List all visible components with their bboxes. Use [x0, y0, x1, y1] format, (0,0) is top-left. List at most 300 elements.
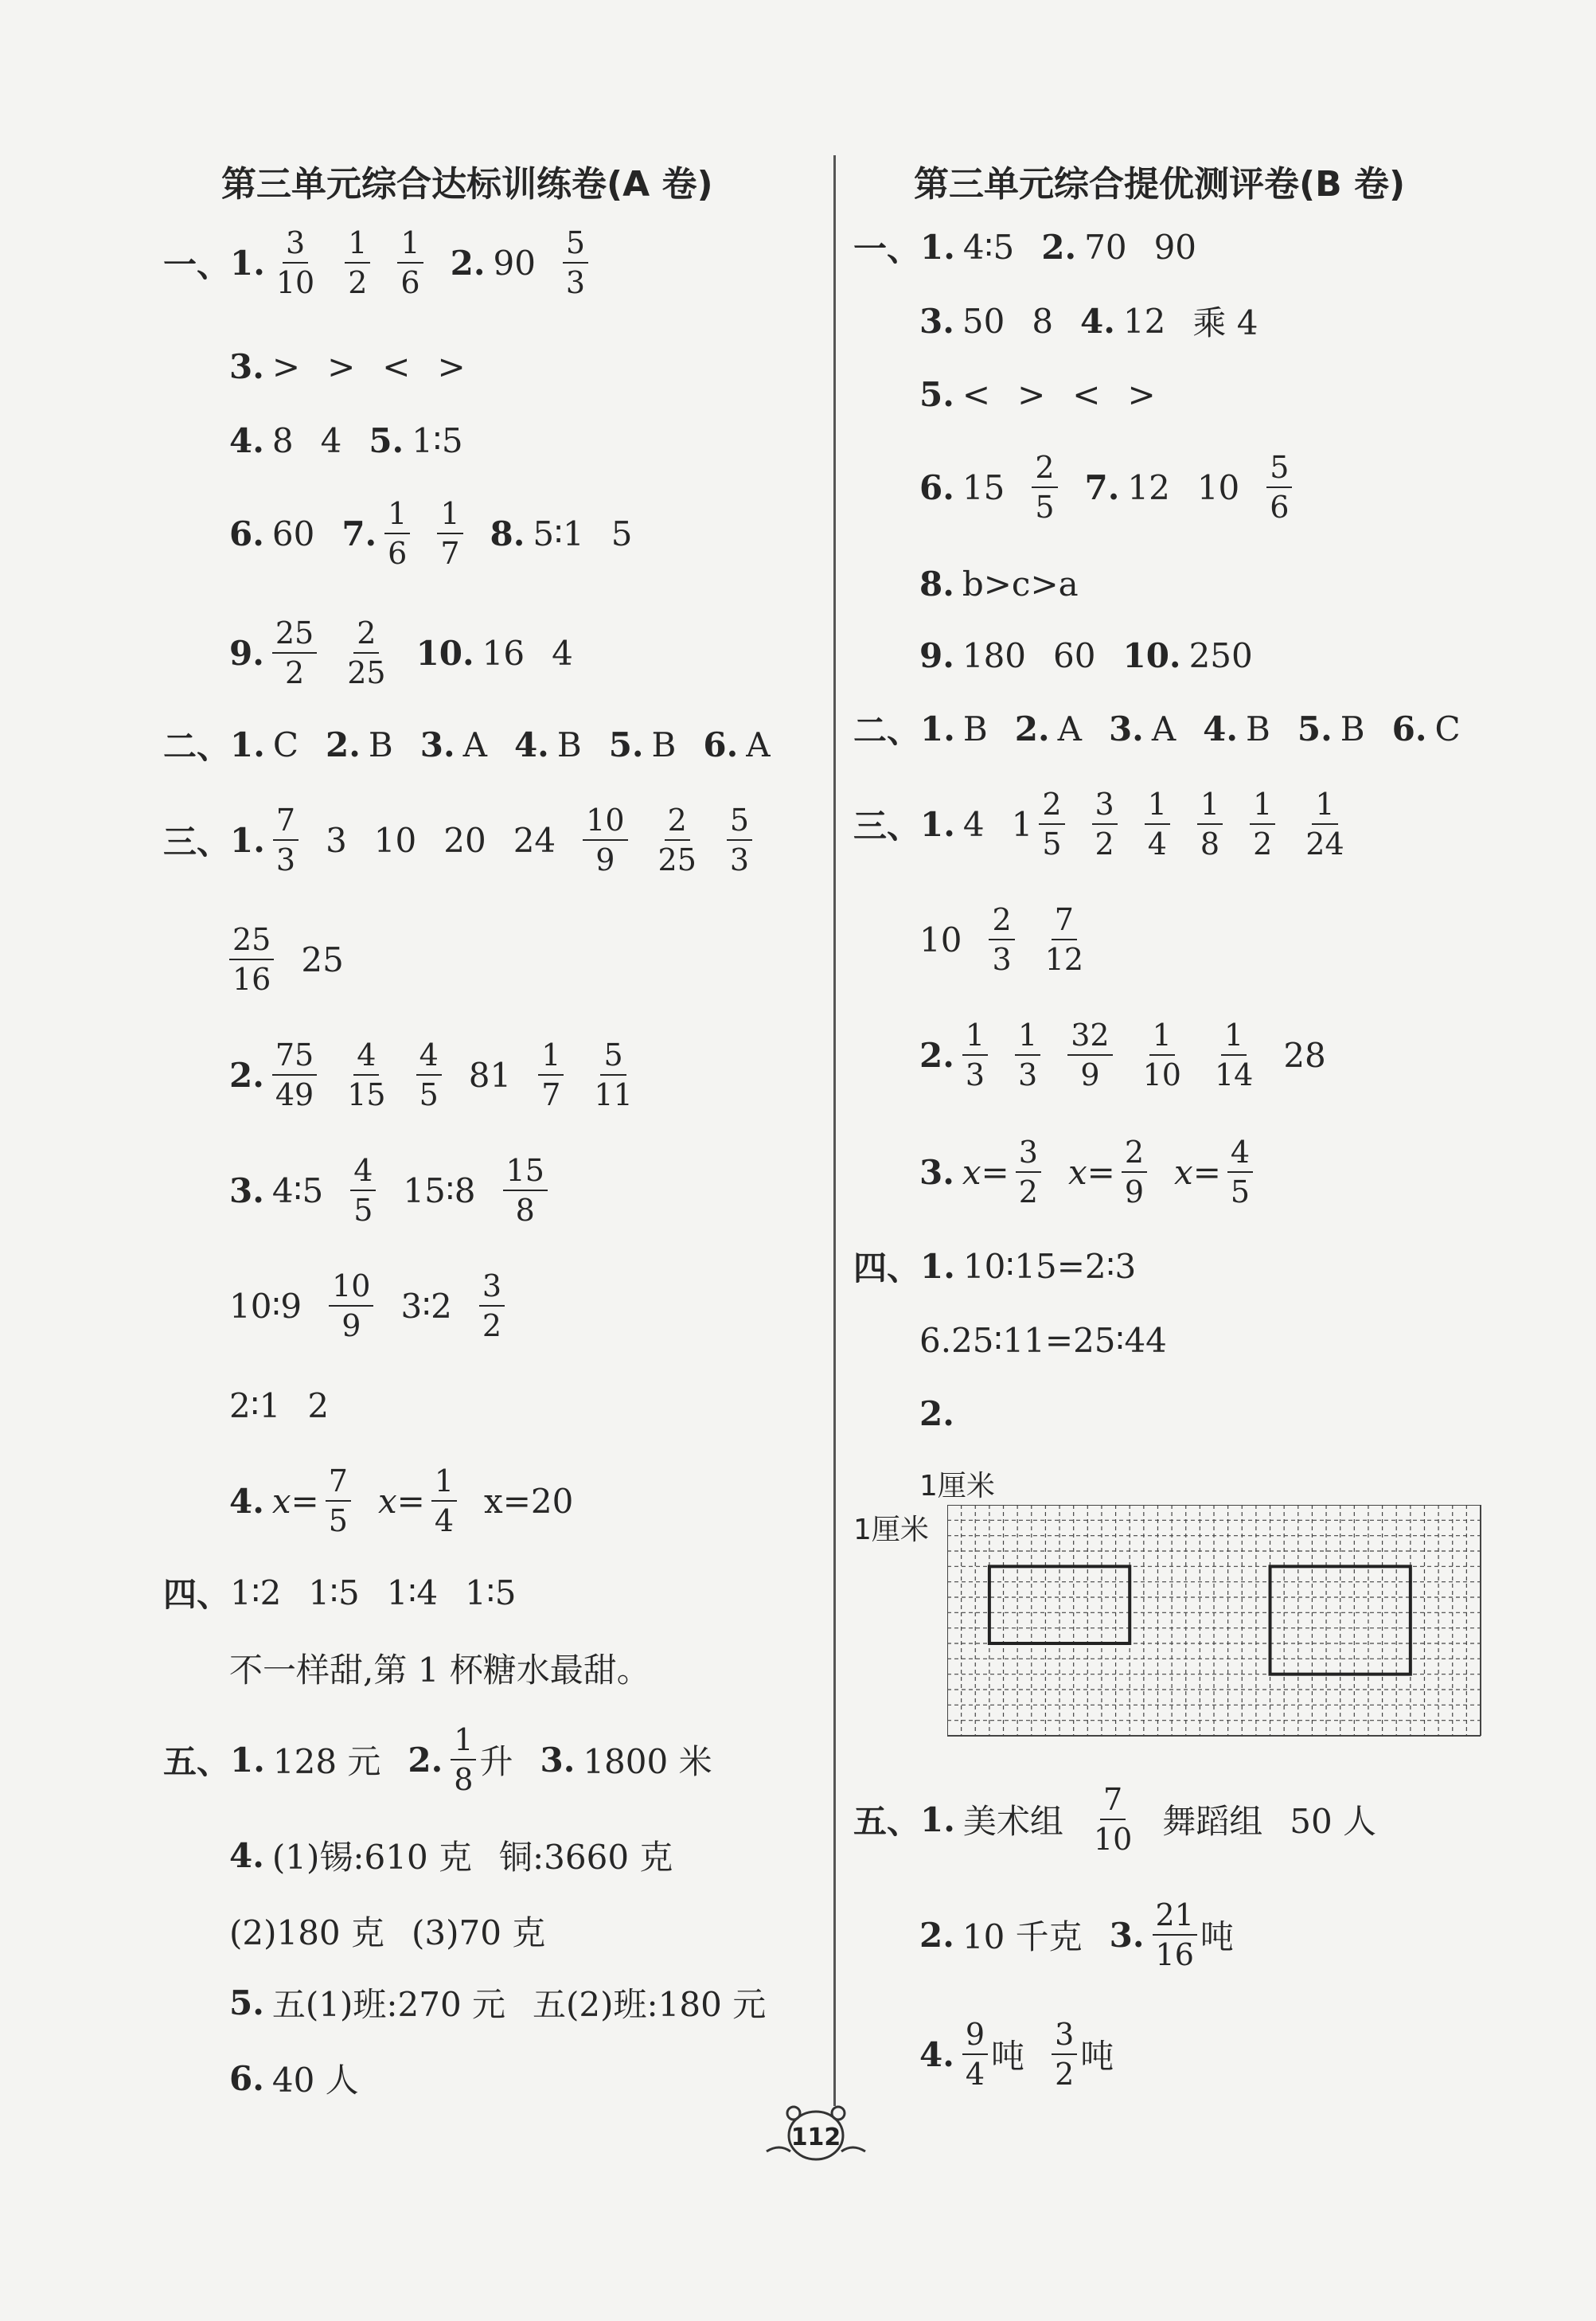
section-label: 四、	[163, 1575, 231, 1614]
right-answer-line	[919, 350, 1183, 438]
question-number: 4.	[919, 2034, 954, 2074]
fraction-numerator: 10	[583, 805, 627, 841]
fraction-numerator: 10	[329, 1271, 373, 1307]
fraction-denominator: 14	[1214, 1057, 1254, 1092]
fraction-numerator: 4	[353, 1040, 379, 1076]
answer-text: <	[962, 374, 991, 414]
right-answer-line	[919, 2010, 1141, 2098]
left-title: 第三单元综合达标训练卷(A 卷)	[221, 164, 713, 205]
section-label: 三、	[163, 823, 231, 862]
answer-text: 250	[1188, 635, 1253, 675]
left-answer-line	[163, 701, 798, 788]
left-answer-line	[229, 1362, 356, 1449]
answer-text: 28	[1283, 1035, 1326, 1075]
answer-text: 3	[326, 820, 347, 860]
answer-text: 4∶5	[962, 227, 1015, 267]
fraction	[1052, 2017, 1077, 2092]
fraction-numerator: 1	[538, 1040, 564, 1076]
answer-text: A	[746, 725, 771, 764]
section-label: 一、	[163, 245, 231, 284]
question-number: 2.	[326, 725, 361, 764]
fraction	[1212, 1020, 1256, 1090]
fraction-denominator: 25	[658, 842, 697, 877]
fraction-numerator: 5	[727, 805, 752, 841]
fraction-with-unit	[1052, 2017, 1114, 2092]
question-number: 5.	[919, 374, 954, 414]
question-number: 3.	[1108, 709, 1144, 748]
answer-text: C	[1434, 709, 1461, 748]
fraction-denominator: 11	[594, 1077, 633, 1112]
fraction-denominator: 4	[1147, 826, 1167, 862]
equation-answer	[377, 1463, 457, 1538]
answer-text: 4	[552, 633, 573, 673]
fraction	[1266, 450, 1292, 525]
answer-text: 90	[1153, 227, 1197, 267]
right-answer-line	[919, 1891, 1261, 1979]
unit-text: 吨	[991, 2037, 1025, 2076]
grid-figure	[947, 1505, 1485, 1740]
answer-text: 16	[482, 633, 525, 673]
answer-text: 8	[1032, 301, 1054, 341]
fraction-numerator: 2	[353, 618, 379, 654]
fraction	[1042, 902, 1087, 977]
answer-text: B	[556, 725, 582, 764]
question-number: 3.	[919, 301, 954, 341]
fraction-numerator: 1	[1197, 789, 1223, 825]
answer-text: 1∶4	[386, 1573, 439, 1612]
fraction-denominator: 2	[348, 265, 368, 300]
fraction-denominator: 3	[729, 842, 750, 877]
answer-text: >	[1127, 374, 1156, 414]
fraction	[1091, 1782, 1135, 1857]
question-number: 2.	[408, 1740, 443, 1780]
fraction	[479, 1268, 505, 1343]
left-answer-line	[229, 1147, 575, 1234]
fraction	[1067, 1020, 1112, 1090]
fraction-numerator: 2	[1032, 452, 1057, 488]
fraction	[344, 1037, 388, 1112]
answer-text: 1800 米	[583, 1742, 712, 1781]
fraction-denominator: 16	[232, 962, 271, 997]
page-number-badge	[760, 2102, 872, 2166]
answer-text: 1∶5	[465, 1573, 517, 1612]
fraction	[1122, 1137, 1147, 1207]
fraction-denominator: 5	[1035, 490, 1055, 525]
question-number: 3.	[919, 1152, 954, 1192]
question-number: 5.	[229, 1983, 264, 2022]
answer-text: A	[462, 725, 487, 764]
question-number: 1.	[230, 725, 265, 764]
fraction-denominator: 16	[1155, 1937, 1194, 1972]
answer-text: 4	[320, 420, 342, 460]
fraction-numerator: 5	[1266, 452, 1292, 488]
fraction-denominator: 3	[275, 842, 296, 877]
answer-text: 美术组	[962, 1802, 1063, 1841]
fraction-numerator: 3	[1092, 789, 1118, 825]
answer-text: 180	[962, 635, 1027, 675]
fraction-denominator: 12	[1044, 942, 1083, 977]
fraction-denominator: 10	[275, 265, 315, 300]
fraction-numerator: 1	[345, 228, 370, 264]
left-answer-line	[229, 609, 600, 697]
fraction-numerator: 2	[989, 905, 1014, 940]
answer-text: A	[1151, 709, 1177, 748]
fraction	[655, 805, 700, 875]
answer-text: 90	[493, 243, 536, 283]
fraction-numerator: 7	[1100, 1784, 1126, 1820]
fraction-numerator: 4	[416, 1040, 442, 1076]
fraction-numerator: 2	[1122, 1137, 1147, 1173]
fraction-denominator: 4	[965, 2057, 985, 2092]
right-answer-line	[919, 896, 1114, 983]
grid-label-left: 1厘米	[853, 1514, 929, 1546]
fraction-numerator: 25	[229, 924, 274, 960]
question-number: 4.	[1203, 709, 1239, 748]
section-label: 二、	[163, 727, 231, 766]
answer-text: 12	[1127, 467, 1170, 507]
fraction-numerator: 1	[431, 1466, 457, 1502]
answer-text: 2∶1	[229, 1385, 281, 1425]
answer-text: 10	[919, 920, 962, 959]
question-number: 2.	[1014, 709, 1050, 748]
page-number: 112	[790, 2124, 841, 2151]
question-number: 3.	[229, 346, 264, 386]
fraction-denominator: 7	[440, 536, 460, 571]
fraction-numerator: 1	[1145, 789, 1170, 825]
fraction-numerator: 1	[1015, 1020, 1040, 1056]
equation-prefix: x=	[962, 1152, 1009, 1192]
fraction-denominator: 5	[1042, 826, 1062, 862]
left-answer-line	[163, 1716, 739, 1803]
question-number: 6.	[229, 2058, 264, 2098]
fraction	[344, 615, 388, 690]
question-number: 1.	[920, 709, 955, 748]
equation-prefix: x=	[1174, 1152, 1221, 1192]
question-number: 7.	[1084, 467, 1120, 507]
fraction	[591, 1037, 635, 1112]
question-number: 9.	[229, 633, 264, 673]
fraction	[1092, 787, 1118, 862]
question-number: 2.	[450, 243, 486, 283]
answer-text: 10	[373, 820, 417, 860]
column-divider	[833, 155, 836, 2106]
mixed-number	[1011, 787, 1065, 862]
fraction-denominator: 8	[515, 1193, 535, 1228]
fraction	[1016, 1137, 1041, 1207]
left-answer-line	[163, 796, 779, 884]
fraction-denominator: 2	[284, 655, 305, 690]
right-answer-line	[853, 780, 1375, 868]
answer-text: 五(2)班:180 元	[533, 1985, 767, 2024]
question-number: 2.	[919, 1915, 954, 1955]
answer-text: >	[437, 346, 466, 386]
answer-text: 15∶8	[403, 1170, 476, 1210]
question-number: 1.	[230, 243, 265, 283]
fraction	[345, 225, 370, 300]
fraction	[962, 2017, 988, 2092]
answer-text: 5	[611, 514, 633, 553]
question-number: 8.	[919, 564, 954, 604]
question-number: 3.	[1109, 1915, 1145, 1955]
right-answer-line	[853, 685, 1488, 772]
right-answer-line	[919, 1370, 962, 1457]
answer-text: 81	[468, 1055, 512, 1095]
fraction	[1015, 1020, 1040, 1090]
question-number: 5.	[1297, 709, 1333, 748]
left-answer-line	[229, 1457, 600, 1545]
answer-text: (3)70 克	[412, 1913, 546, 1952]
unit-text: 升	[479, 1742, 513, 1781]
fraction-denominator: 7	[541, 1077, 561, 1112]
fraction-numerator: 3	[1052, 2019, 1077, 2055]
question-number: 1.	[920, 804, 955, 844]
left-answer-line	[229, 1031, 663, 1119]
fraction-denominator: 5	[419, 1077, 439, 1112]
question-number: 6.	[703, 725, 739, 764]
fraction	[989, 902, 1014, 977]
fraction	[1145, 787, 1170, 862]
equation-prefix: x=	[377, 1481, 425, 1521]
fraction-with-unit	[451, 1722, 513, 1797]
answer-text: (1)锡:610 克	[271, 1838, 473, 1877]
equation-answer	[271, 1463, 351, 1538]
answer-text: 4	[962, 804, 985, 844]
answer-text: 25	[301, 940, 344, 979]
fraction	[1032, 450, 1057, 525]
fraction	[273, 805, 299, 875]
answer-text: (2)180 克	[229, 1913, 385, 1952]
fraction-numerator: 1	[1250, 789, 1275, 825]
fraction-numerator: 25	[272, 618, 317, 654]
fraction-denominator: 6	[388, 536, 408, 571]
fraction	[563, 225, 588, 300]
fraction	[397, 225, 423, 300]
fraction-denominator: 9	[1080, 1057, 1100, 1092]
fraction	[538, 1037, 564, 1112]
fraction	[326, 1463, 351, 1538]
answer-text: 50	[962, 301, 1005, 341]
question-number: 4.	[1080, 301, 1115, 341]
fraction-denominator: 6	[400, 265, 420, 300]
fraction-numerator: 2	[1039, 789, 1064, 825]
fraction-numerator: 1	[1312, 789, 1337, 825]
right-title: 第三单元综合提优测评卷(B 卷)	[914, 164, 1406, 205]
left-answer-line	[163, 1549, 544, 1636]
section-label: 二、	[853, 711, 921, 750]
fraction-numerator: 32	[1067, 1020, 1112, 1056]
fraction-denominator: 9	[595, 842, 615, 877]
question-number: 4.	[229, 1835, 264, 1875]
question-number: 1.	[920, 227, 955, 267]
answer-text: 15	[962, 467, 1005, 507]
question-number: 2.	[229, 1055, 264, 1095]
answer-text: >	[327, 346, 356, 386]
answer-text: 五(1)班:270 元	[271, 1985, 506, 2024]
fraction	[350, 1153, 376, 1228]
fraction-denominator: 2	[482, 1308, 502, 1343]
question-number: 10.	[416, 633, 474, 673]
answer-text: 不一样甜,第 1 杯糖水最甜。	[229, 1651, 650, 1690]
question-number: 5.	[369, 420, 404, 460]
equation-answer	[962, 1137, 1041, 1207]
section-label: 五、	[853, 1802, 921, 1841]
question-number: 1.	[920, 1246, 955, 1286]
fraction-numerator: 1	[1221, 1020, 1247, 1056]
answer-text: 4∶5	[271, 1170, 324, 1210]
fraction	[1227, 1137, 1253, 1207]
fraction-numerator: 15	[503, 1155, 548, 1191]
answer-text: 24	[513, 820, 556, 860]
answer-text: x=20	[484, 1481, 574, 1521]
right-answer-line	[853, 1776, 1403, 1863]
fraction-numerator: 3	[283, 228, 308, 264]
fraction	[727, 805, 752, 875]
left-answer-line	[163, 219, 615, 307]
answer-text: B	[962, 709, 988, 748]
fraction-denominator: 5	[1230, 1174, 1251, 1209]
fraction-numerator: 75	[272, 1040, 317, 1076]
fraction	[437, 498, 462, 569]
right-answer-line	[919, 1128, 1280, 1216]
answer-text: 乘 4	[1192, 303, 1258, 342]
fraction	[451, 1722, 476, 1797]
fraction-denominator: 4	[434, 1503, 455, 1538]
question-number: 8.	[490, 514, 525, 553]
fraction-denominator: 9	[1124, 1174, 1145, 1209]
question-number: 4.	[229, 1481, 264, 1521]
fraction	[503, 1153, 548, 1228]
answer-text: 1∶5	[308, 1573, 360, 1612]
fraction-denominator: 8	[454, 1762, 474, 1797]
left-answer-line	[229, 397, 490, 484]
question-number: 1.	[230, 1740, 265, 1780]
fraction	[272, 1037, 317, 1112]
answer-text: A	[1057, 709, 1082, 748]
answer-text: 10∶9	[229, 1286, 302, 1326]
answer-text: <	[1072, 374, 1101, 414]
fraction-denominator: 10	[1142, 1057, 1181, 1092]
left-answer-line	[229, 1262, 532, 1350]
question-number: 5.	[608, 725, 644, 764]
fraction-numerator: 1	[397, 228, 423, 264]
fraction-numerator: 1	[451, 1725, 476, 1760]
answer-text: 70	[1084, 227, 1127, 267]
question-number: 4.	[229, 420, 264, 460]
fraction-denominator: 49	[275, 1077, 314, 1112]
fraction-denominator: 24	[1305, 826, 1344, 862]
fraction-numerator: 7	[273, 805, 299, 841]
answer-text: 5∶1	[533, 514, 584, 553]
left-answer-line	[229, 916, 371, 1003]
fraction	[384, 498, 410, 569]
fraction-with-unit	[1153, 1897, 1234, 1972]
question-number: 3.	[419, 725, 455, 764]
unit-text: 吨	[1080, 2037, 1114, 2076]
fraction	[273, 225, 318, 300]
fraction	[583, 805, 627, 875]
answer-text: 3∶2	[400, 1286, 452, 1326]
question-number: 3.	[229, 1170, 264, 1210]
equation-answer	[1174, 1137, 1253, 1207]
fraction-numerator: 4	[350, 1155, 376, 1191]
answer-text: 60	[1053, 635, 1096, 675]
fraction	[329, 1268, 373, 1343]
fraction-numerator: 7	[1052, 905, 1077, 940]
fraction-numerator: 5	[600, 1040, 626, 1076]
question-number: 6.	[919, 467, 954, 507]
answer-text: 128 元	[272, 1742, 381, 1781]
section-label: 一、	[853, 229, 921, 268]
fraction-numerator: 4	[1227, 1137, 1253, 1173]
question-number: 1.	[230, 820, 265, 860]
answer-text: 40 人	[271, 2061, 359, 2100]
answer-text: B	[1246, 709, 1270, 748]
fraction	[962, 1020, 988, 1090]
fraction-denominator: 2	[1253, 826, 1273, 862]
fraction-numerator: 1	[437, 498, 462, 534]
equation-prefix: x=	[271, 1481, 319, 1521]
fraction-denominator: 5	[328, 1503, 348, 1538]
answer-text: >	[271, 346, 301, 386]
left-answer-line	[229, 490, 660, 577]
right-answer-line	[919, 443, 1319, 531]
answer-text: 50 人	[1290, 1802, 1377, 1841]
fraction-denominator: 2	[1055, 2057, 1075, 2092]
fraction-numerator: 1	[962, 1020, 988, 1056]
fraction	[431, 1463, 457, 1538]
section-label: 三、	[853, 807, 921, 846]
answer-text: 2	[307, 1385, 330, 1425]
mixed-whole: 1	[1011, 804, 1033, 844]
answer-text: b>c>a	[962, 564, 1079, 604]
fraction-numerator: 1	[384, 498, 410, 534]
fraction	[416, 1037, 442, 1112]
answer-text: 铜:3660 克	[499, 1838, 673, 1877]
fraction-denominator: 8	[1200, 826, 1220, 862]
fraction-denominator: 15	[347, 1077, 386, 1112]
fraction	[1250, 787, 1275, 862]
fraction-numerator: 3	[479, 1271, 505, 1307]
fraction	[1302, 787, 1347, 862]
fraction	[1140, 1020, 1184, 1090]
answer-text: C	[272, 725, 299, 764]
question-number: 4.	[513, 725, 549, 764]
fraction-with-unit	[962, 2017, 1025, 2092]
fraction-denominator: 5	[353, 1193, 373, 1228]
grid-label-top: 1厘米	[919, 1470, 995, 1502]
fraction	[1153, 1897, 1197, 1972]
fraction-denominator: 6	[1270, 490, 1290, 525]
fraction	[229, 922, 274, 997]
answer-text: 60	[271, 514, 315, 553]
answer-text: 10∶15=2∶3	[962, 1246, 1137, 1286]
answer-text: 1∶2	[230, 1573, 282, 1612]
fraction	[1039, 787, 1064, 862]
answer-text: <	[382, 346, 411, 386]
answer-text: 10 千克	[962, 1917, 1083, 1956]
answer-text: 8	[271, 420, 294, 460]
left-answer-line	[229, 1811, 700, 1899]
equation-answer	[1068, 1137, 1147, 1207]
fraction-numerator: 2	[665, 805, 690, 841]
question-number: 6.	[229, 514, 264, 553]
question-number: 9.	[919, 635, 954, 675]
question-number: 2.	[919, 1393, 954, 1433]
question-number: 7.	[341, 514, 377, 553]
question-number: 2.	[919, 1035, 954, 1075]
answer-text: 20	[443, 820, 486, 860]
fraction-denominator: 2	[1018, 1174, 1038, 1209]
